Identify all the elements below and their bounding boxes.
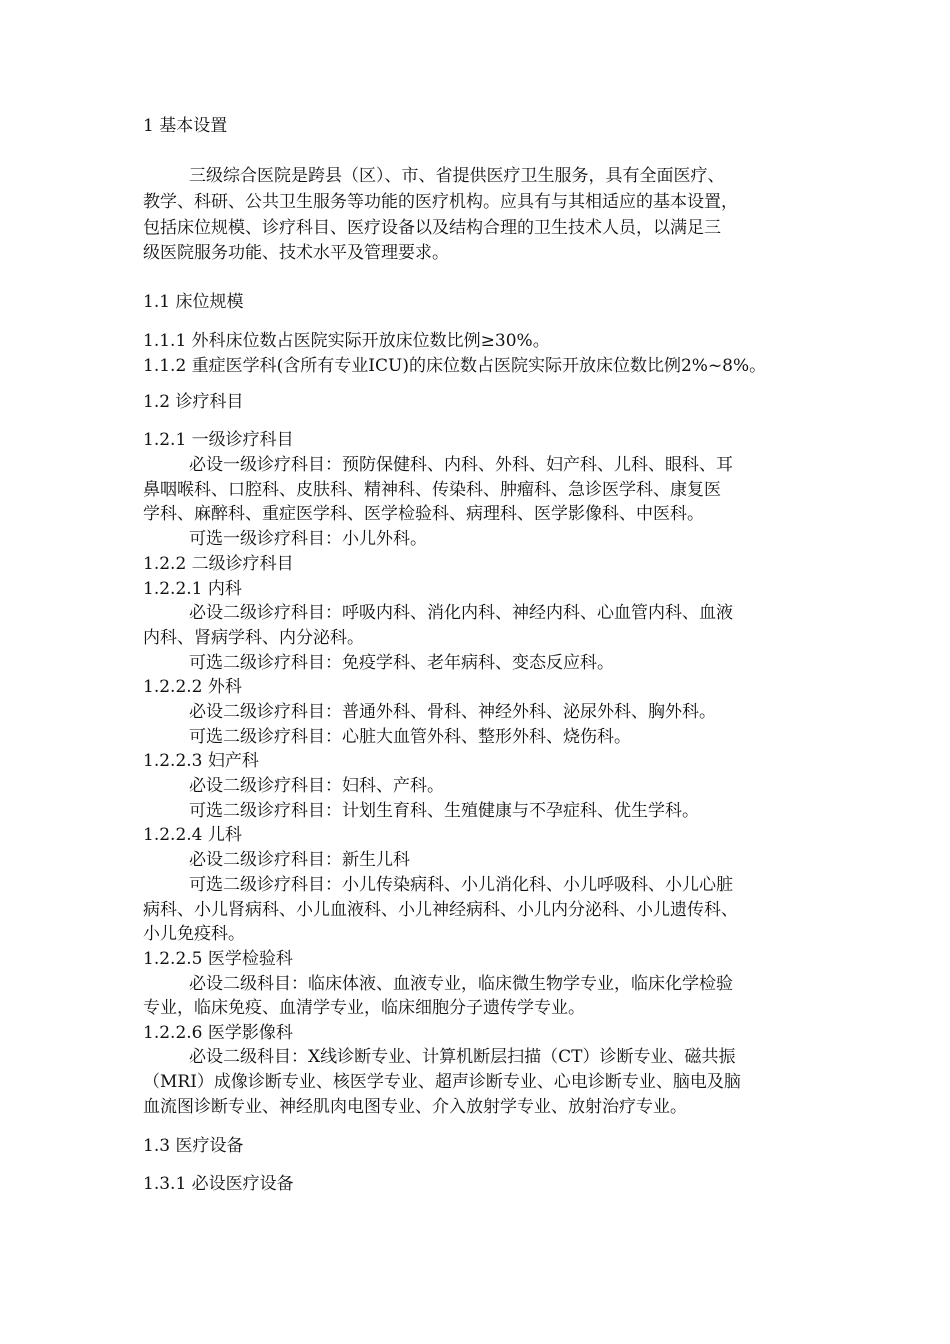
heading-1-2: 1.2 诊疗科目 bbox=[143, 392, 244, 412]
paragraph-line: 可选一级诊疗科目：小儿外科。 bbox=[189, 529, 427, 549]
paragraph-line: 必设二级诊疗科目：妇科、产科。 bbox=[189, 776, 444, 796]
paragraph-line: 必设二级诊疗科目：呼吸内科、消化内科、神经内科、心血管内科、血液 bbox=[189, 603, 733, 623]
paragraph-line: 三级综合医院是跨县（区）、市、省提供医疗卫生服务，具有全面医疗、 bbox=[189, 166, 725, 186]
paragraph-line: 必设二级科目：临床体液、血液专业，临床微生物学专业，临床化学检验 bbox=[189, 974, 733, 994]
item-1-1-2: 1.1.2 重症医学科(含所有专业ICU)的床位数占医院实际开放床位数比例2%~8%。 bbox=[143, 356, 767, 376]
heading-1-2-2-1: 1.2.2.1 内科 bbox=[143, 579, 242, 599]
paragraph-line: 包括床位规模、诊疗科目、医疗设备以及结构合理的卫生技术人员，以满足三 bbox=[143, 218, 721, 238]
paragraph-line: 可选二级诊疗科目：免疫学科、老年病科、变态反应科。 bbox=[189, 653, 614, 673]
paragraph-line: 可选二级诊疗科目：小儿传染病科、小儿消化科、小儿呼吸科、小儿心脏 bbox=[189, 875, 733, 895]
paragraph-line: 学科、麻醉科、重症医学科、医学检验科、病理科、医学影像科、中医科。 bbox=[143, 504, 704, 524]
paragraph-line: 专业，临床免疫、血清学专业，临床细胞分子遗传学专业。 bbox=[143, 998, 585, 1018]
paragraph-line: 鼻咽喉科、口腔科、皮肤科、精神科、传染科、肿瘤科、急诊医学科、康复医 bbox=[143, 480, 721, 500]
heading-1-1: 1.1 床位规模 bbox=[143, 292, 244, 312]
heading-1-2-2-2: 1.2.2.2 外科 bbox=[143, 677, 242, 697]
heading-1: 1 基本设置 bbox=[143, 116, 228, 136]
paragraph-line: （MRI）成像诊断专业、核医学专业、超声诊断专业、心电诊断专业、脑电及脑 bbox=[143, 1072, 741, 1092]
heading-1-3-1: 1.3.1 必设医疗设备 bbox=[143, 1174, 294, 1194]
item-1-1-1: 1.1.1 外科床位数占医院实际开放床位数比例≥30%。 bbox=[143, 331, 550, 351]
heading-1-2-2-3: 1.2.2.3 妇产科 bbox=[143, 751, 259, 771]
heading-1-2-2: 1.2.2 二级诊疗科目 bbox=[143, 554, 294, 574]
heading-1-2-2-6: 1.2.2.6 医学影像科 bbox=[143, 1023, 293, 1043]
heading-1-2-1: 1.2.1 一级诊疗科目 bbox=[143, 430, 294, 450]
heading-1-3: 1.3 医疗设备 bbox=[143, 1136, 244, 1156]
paragraph-line: 教学、科研、公共卫生服务等功能的医疗机构。应具有与其相适应的基本设置， bbox=[143, 192, 738, 212]
paragraph-line: 级医院服务功能、技术水平及管理要求。 bbox=[143, 243, 449, 263]
heading-1-2-2-5: 1.2.2.5 医学检验科 bbox=[143, 949, 293, 969]
paragraph-line: 可选二级诊疗科目：计划生育科、生殖健康与不孕症科、优生学科。 bbox=[189, 801, 699, 821]
paragraph-line: 病科、小儿肾病科、小儿血液科、小儿神经病科、小儿内分泌科、小儿遗传科、 bbox=[143, 900, 738, 920]
paragraph-line: 内科、肾病学科、内分泌科。 bbox=[143, 628, 364, 648]
paragraph-line: 必设二级诊疗科目：新生儿科 bbox=[189, 850, 410, 870]
paragraph-line: 必设二级科目：X线诊断专业、计算机断层扫描（CT）诊断专业、磁共振 bbox=[189, 1047, 736, 1067]
heading-1-2-2-4: 1.2.2.4 儿科 bbox=[143, 825, 242, 845]
paragraph-line: 必设一级诊疗科目：预防保健科、内科、外科、妇产科、儿科、眼科、耳 bbox=[189, 455, 733, 475]
paragraph-line: 可选二级诊疗科目：心脏大血管外科、整形外科、烧伤科。 bbox=[189, 727, 631, 747]
paragraph-line: 必设二级诊疗科目：普通外科、骨科、神经外科、泌尿外科、胸外科。 bbox=[189, 702, 716, 722]
paragraph-line: 血流图诊断专业、神经肌肉电图专业、介入放射学专业、放射治疗专业。 bbox=[143, 1097, 687, 1117]
paragraph-line: 小儿免疫科。 bbox=[143, 924, 245, 944]
